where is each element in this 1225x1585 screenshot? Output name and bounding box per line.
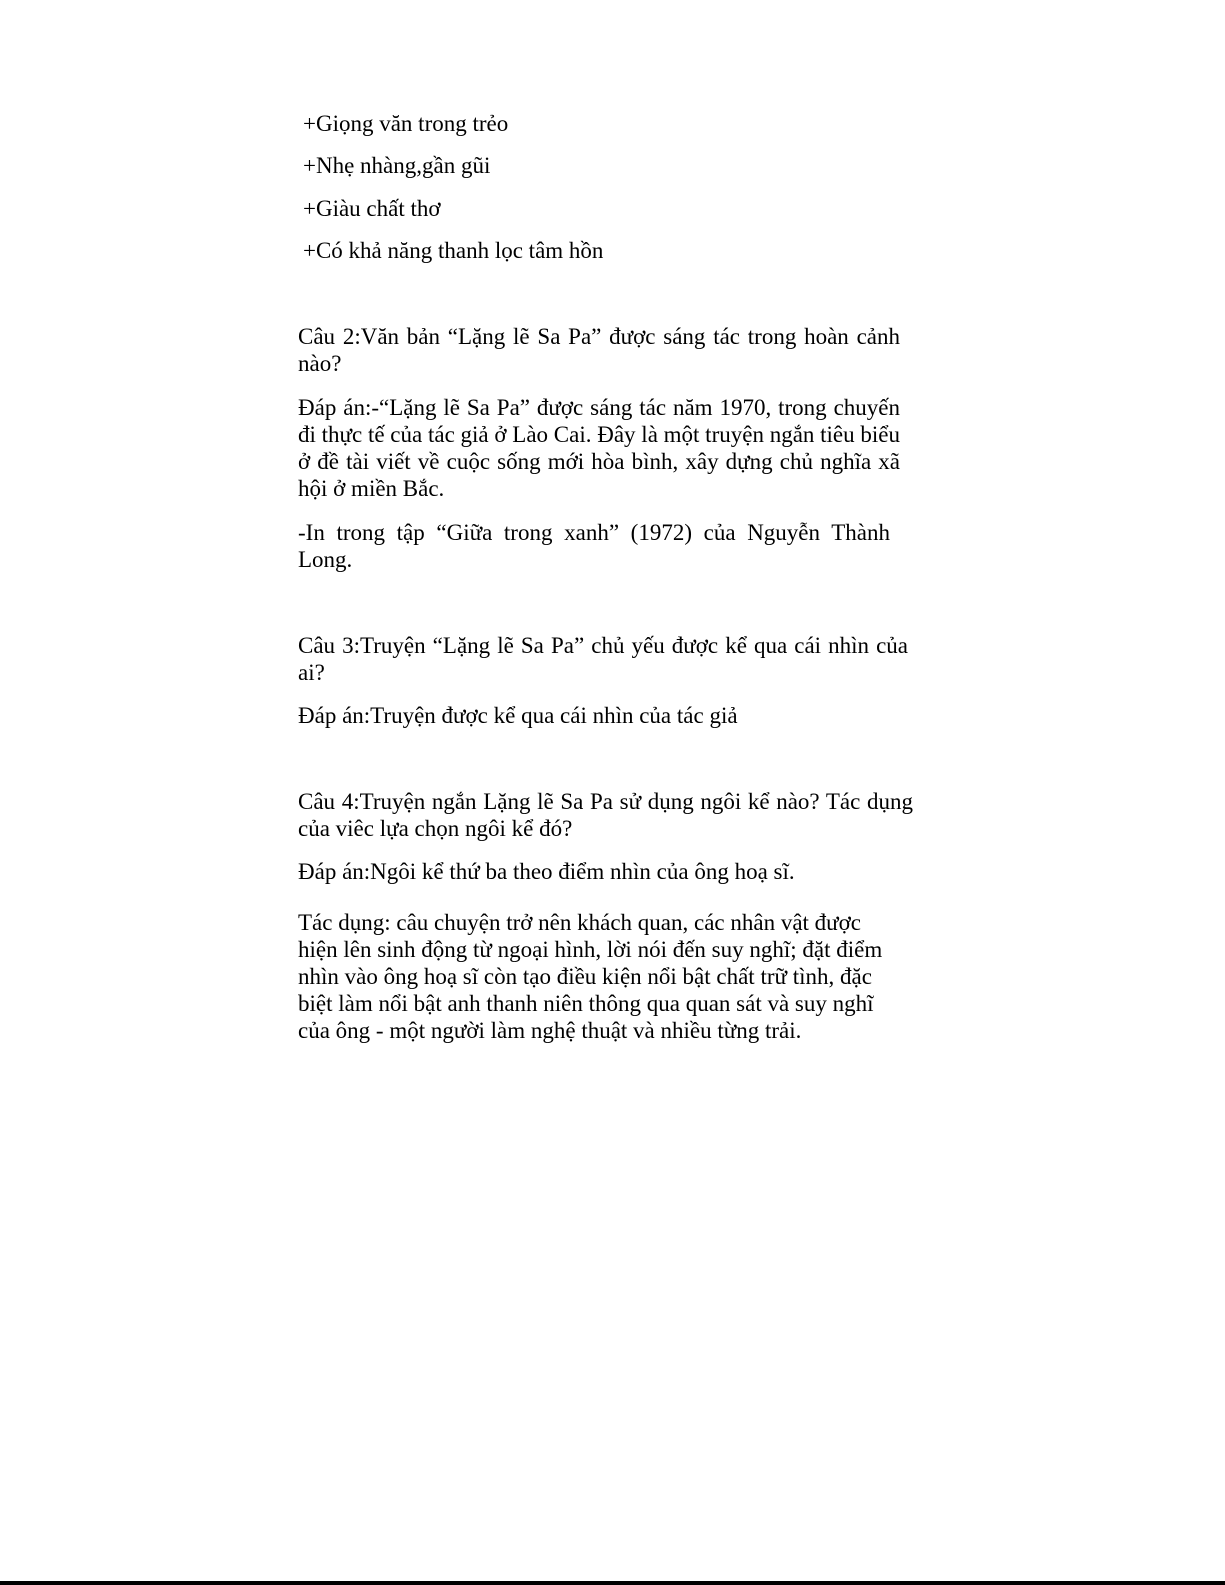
bullet-item: +Giàu chất thơ bbox=[303, 196, 441, 221]
answer-4-effect: Tác dụng: câu chuyện trở nên khách quan, các nhân vật được hiện lên sinh động từ ngoại hình, lời nói đến suy nghĩ; đặt điểm nhìn vào ông hoạ sĩ còn tạo điều kiện nổi bật chất trữ tình, đặc biệt làm nổi bật anh thanh niên thông qua quan sát và suy nghĩ của ông - một người làm nghệ thuật và nhiều từng trải. bbox=[298, 910, 883, 1043]
question-2: Câu 2:Văn bản “Lặng lẽ Sa Pa” được sáng tác trong hoàn cảnh nào? bbox=[298, 324, 900, 376]
bullet-item: +Nhẹ nhàng,gần gũi bbox=[303, 153, 491, 178]
question-3: Câu 3:Truyện “Lặng lẽ Sa Pa” chủ yếu được kể qua cái nhìn của ai? bbox=[298, 633, 908, 685]
question-4: Câu 4:Truyện ngắn Lặng lẽ Sa Pa sử dụng ngôi kể nào? Tác dụng của viêc lựa chọn ngôi kể đó? bbox=[298, 789, 913, 841]
page-bottom-border bbox=[0, 1581, 1225, 1585]
answer-4: Đáp án:Ngôi kể thứ ba theo điểm nhìn của ông hoạ sĩ. bbox=[298, 859, 795, 884]
bullet-item: +Giọng văn trong trẻo bbox=[303, 111, 509, 136]
answer-2: Đáp án:-“Lặng lẽ Sa Pa” được sáng tác năm 1970, trong chuyến đi thực tế của tác giả ở Lào Cai. Đây là một truyện ngắn tiêu biểu ở đề tài viết về cuộc sống mới hòa bình, xây dựng chủ nghĩa xã hội ở miền Bắc. bbox=[298, 395, 900, 501]
answer-2-note: -In trong tập “Giữa trong xanh” (1972) của Nguyễn Thành Long. bbox=[298, 520, 890, 572]
bullet-item: +Có khả năng thanh lọc tâm hồn bbox=[303, 238, 604, 263]
answer-3: Đáp án:Truyện được kể qua cái nhìn của tác giả bbox=[298, 703, 738, 728]
